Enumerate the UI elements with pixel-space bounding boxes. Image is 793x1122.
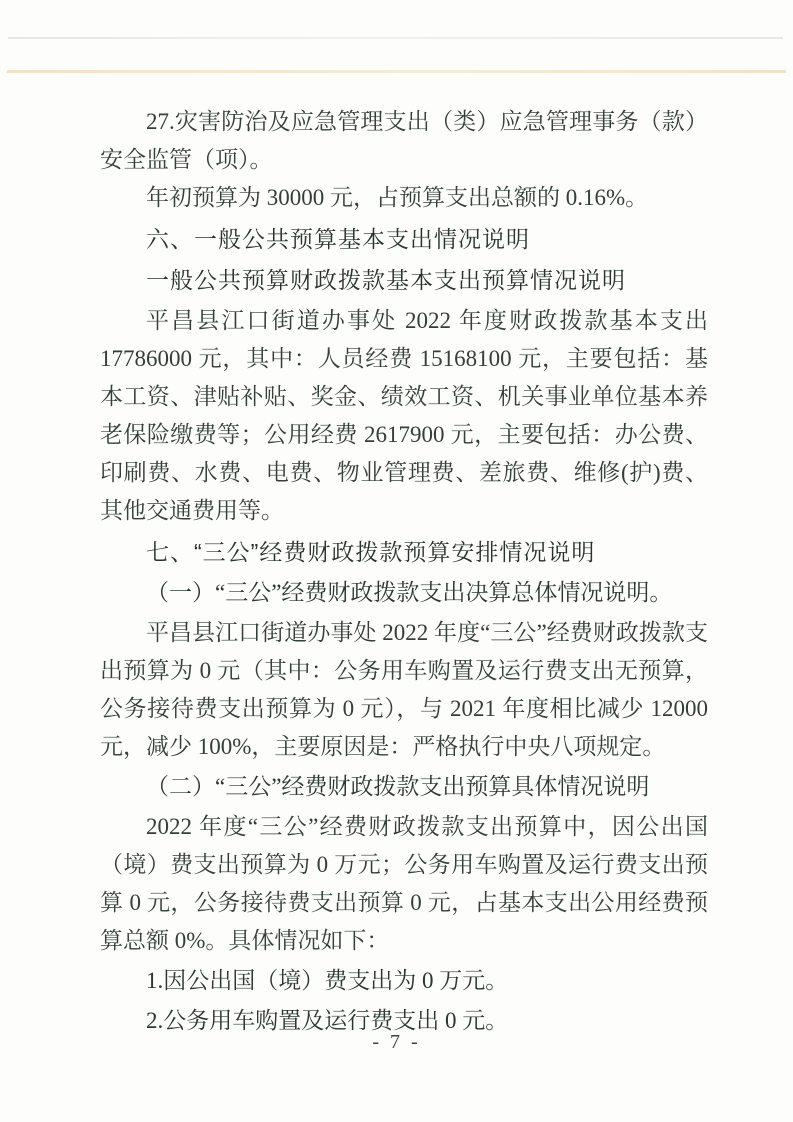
scan-artifact-line-gray (8, 37, 783, 39)
heading-section-six-basic-expenditure: 六、一般公共预算基本支出情况说明 (146, 226, 530, 252)
heading-sangong-overall-situation: （一）“三公”经费财政拨款支出决算总体情况说明。 (146, 580, 673, 605)
list-item-1-overseas-travel: 1.因公出国（境）费支出为 0 万元。 (146, 968, 509, 993)
document-body (100, 103, 708, 1042)
paragraph-item-27-budget-amount: 年初预算为 30000 元，占预算支出总额的 0.16%。 (146, 185, 649, 210)
heading-sangong-specific-situation: （二）“三公”经费财政拨款支出预算具体情况说明 (146, 774, 650, 799)
paragraph-sangong-overall-detail: 平昌县江口街道办事处 2022 年度“三公”经费财政拨款支出预算为 0 元（其中：公务用车购置及运行费支出无预算，公务接待费支出预算为 0 元），与 2021 年度相比减少 12000 元，减少 100%，主要原因是：严格执行中央八项规定。 (100, 620, 708, 759)
heading-section-seven-sangong-funds: 七、“三公”经费财政拨款预算安排情况说明 (146, 539, 596, 565)
scan-artifact-line-tan (7, 70, 786, 73)
paragraph-item-27-disaster-prevention: 27.灾害防治及应急管理支出（类）应急管理事务（款）安全监管（项）。 (100, 109, 708, 172)
page-number: - 7 - (372, 1031, 421, 1053)
list-item-2-official-vehicles: 2.公务用车购置及运行费支出 0 元。 (146, 1008, 509, 1033)
paragraph-sangong-specific-detail: 2022 年度“三公”经费财政拨款支出预算中，因公出国（境）费支出预算为 0 万元；公务用车购置及运行费支出预算 0 元，公务接待费支出预算 0 元，占基本支出公用经费预算总额 0%。具体情况如下： (100, 814, 708, 953)
heading-basic-expenditure-fiscal-appropriation: 一般公共预算财政拨款基本支出预算情况说明 (146, 267, 626, 293)
paragraph-basic-expenditure-detail: 平昌县江口街道办事处 2022 年度财政拨款基本支出 17786000 元，其中：人员经费 15168100 元，主要包括：基本工资、津贴补贴、奖金、绩效工资、机关事业单位基本养老保险缴费等；公用经费 2617900 元，主要包括：办公费、印刷费、水费、电费、物业管理费、差旅费、维修(护)费、其他交通费用等。 (100, 308, 708, 523)
page-footer (0, 1031, 793, 1054)
